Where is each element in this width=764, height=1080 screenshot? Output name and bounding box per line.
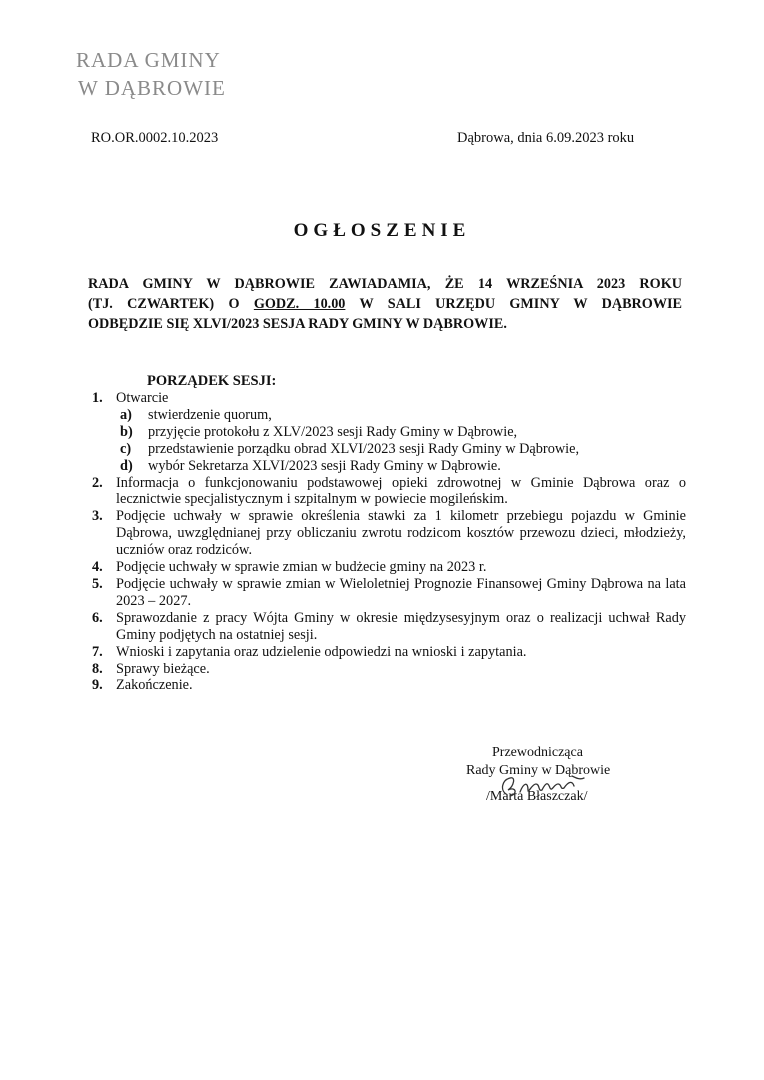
letterhead-line-1: RADA GMINY bbox=[76, 48, 221, 72]
agenda-item bbox=[92, 475, 686, 509]
signature-role: Przewodnicząca bbox=[492, 745, 583, 760]
agenda-item bbox=[92, 610, 686, 644]
document-date: Dąbrowa, dnia 6.09.2023 roku bbox=[457, 130, 635, 146]
sub-item bbox=[120, 441, 686, 458]
announcement-intro bbox=[88, 274, 682, 334]
agenda-item-number: 7. bbox=[92, 643, 103, 660]
sub-item-letter: a) bbox=[120, 406, 132, 423]
agenda-item-number: 1. bbox=[92, 390, 103, 406]
intro-line-2 bbox=[88, 294, 682, 314]
agenda-item-text: Wnioski i zapytania oraz udzielenie odpowiedzi na wnioski i zapytania. bbox=[116, 643, 527, 660]
sub-item-text: stwierdzenie quorum, bbox=[148, 406, 272, 423]
letterhead-line-2: W DĄBROWIE bbox=[78, 76, 226, 100]
agenda-item-text: Informacja o funkcjonowaniu podstawowej opieki zdrowotnej w Gminie Dąbrowa oraz o lecznictwie specjalistycznym i szpitalnym w powiecie mogileńskim. bbox=[116, 474, 686, 508]
agenda-item bbox=[92, 508, 686, 559]
intro-line-1: RADA GMINY W DĄBROWIE ZAWIADAMIA, ŻE 14 WRZEŚNIA 2023 ROKU bbox=[88, 276, 682, 292]
agenda-item-number: 4. bbox=[92, 559, 103, 576]
intro-line-3: ODBĘDZIE SIĘ XLVI/2023 SESJA RADY GMINY W DĄBROWIE. bbox=[88, 316, 507, 332]
agenda-item-text: Zakończenie. bbox=[116, 677, 193, 694]
agenda-item-number: 9. bbox=[92, 677, 103, 694]
agenda-item-number: 8. bbox=[92, 660, 103, 677]
agenda-item-text: Sprawy bieżące. bbox=[116, 660, 210, 677]
agenda-title: PORZĄDEK SESJI: bbox=[147, 373, 277, 389]
reference-number: RO.OR.0002.10.2023 bbox=[91, 130, 219, 146]
sub-item-letter: d) bbox=[120, 457, 133, 474]
agenda-item bbox=[92, 644, 686, 661]
sub-items bbox=[120, 407, 686, 475]
agenda-item-text: Sprawozdanie z pracy Wójta Gminy w okresie międzysesyjnym oraz o realizacji uchwał Rady Gminy podjętych na ostatniej sesji. bbox=[116, 609, 686, 643]
agenda-list bbox=[92, 390, 686, 694]
agenda-item-number: 6. bbox=[92, 609, 103, 626]
agenda-item-text: Podjęcie uchwały w sprawie zmian w budżecie gminy na 2023 r. bbox=[116, 559, 487, 576]
signature-body: Rady Gminy w Dąbrowie bbox=[466, 763, 611, 778]
sub-item-text: wybór Sekretarza XLVI/2023 sesji Rady Gminy w Dąbrowie. bbox=[148, 457, 501, 474]
intro-line-2-pre: (TJ. CZWARTEK) O bbox=[88, 296, 254, 312]
sub-item-letter: b) bbox=[120, 423, 133, 440]
sub-item bbox=[120, 407, 686, 424]
agenda-item bbox=[92, 677, 686, 694]
intro-line-2-post: W SALI URZĘDU GMINY W DĄBROWIE bbox=[345, 296, 683, 312]
agenda-item-number: 3. bbox=[92, 508, 103, 525]
agenda-item-text: Otwarcie bbox=[116, 390, 169, 406]
meeting-time: GODZ. 10.00 bbox=[253, 296, 346, 312]
handwritten-signature bbox=[494, 772, 590, 802]
agenda-item bbox=[92, 390, 686, 475]
agenda-item-text: Podjęcie uchwały w sprawie zmian w Wieloletniej Prognozie Finansowej Gminy Dąbrowa na lata 2023 – 2027. bbox=[116, 575, 686, 609]
sub-item-text: przedstawienie porządku obrad XLVI/2023 sesji Rady Gminy w Dąbrowie, bbox=[148, 440, 580, 457]
agenda-item-number: 5. bbox=[92, 575, 103, 592]
agenda-item bbox=[92, 661, 686, 678]
agenda-item bbox=[92, 559, 686, 576]
document-title: OGŁOSZENIE bbox=[293, 220, 471, 241]
agenda-item-text: Podjęcie uchwały w sprawie określenia stawki za 1 kilometr przebiegu pojazdu w Gminie Dąbrowa, uwzględnianej przy obliczaniu zwrotu rodzicom kosztów przewozu dzieci, młodzieży, uczniów oraz rodziców. bbox=[116, 508, 686, 559]
sub-item-text: przyjęcie protokołu z XLV/2023 sesji Rady Gminy w Dąbrowie, bbox=[148, 423, 518, 440]
agenda-item bbox=[92, 576, 686, 610]
agenda-item-number: 2. bbox=[92, 474, 103, 491]
letterhead-stamp bbox=[76, 46, 226, 102]
sub-item-letter: c) bbox=[120, 440, 132, 457]
sub-item bbox=[120, 458, 686, 475]
sub-item bbox=[120, 424, 686, 441]
signature-name: /Marta Błaszczak/ bbox=[486, 789, 588, 804]
